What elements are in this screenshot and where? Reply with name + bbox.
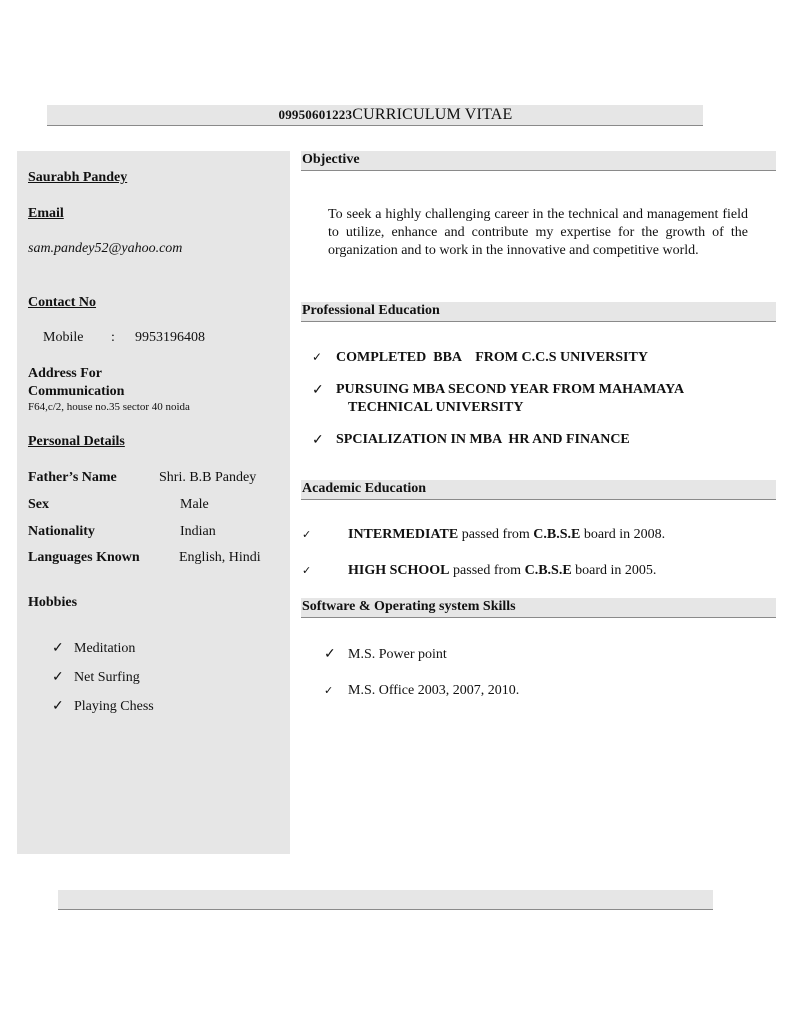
objective-label: Objective: [302, 152, 360, 167]
detail-value-sex: Male: [180, 497, 209, 512]
mobile-label: Mobile: [43, 330, 84, 345]
hobby-item: Meditation: [74, 641, 136, 656]
personal-details-label: Personal Details: [28, 434, 125, 449]
check-icon: ✓: [52, 699, 64, 714]
check-icon: ✓: [312, 383, 324, 398]
detail-value-languages: English, Hindi: [179, 550, 261, 565]
software-skills-header: [301, 598, 776, 618]
software-skills-label: Software & Operating system Skills: [302, 599, 516, 614]
contact-label: Contact No: [28, 295, 97, 310]
address-label-line2: Communication: [28, 384, 125, 399]
academic-level: HIGH SCHOOL: [348, 563, 450, 578]
check-icon: ✓: [52, 641, 64, 656]
candidate-name: Saurabh Pandey: [28, 170, 128, 185]
academic-education-header: [301, 480, 776, 500]
address-label-line1: Address For: [28, 366, 103, 381]
check-icon: ✓: [52, 670, 64, 685]
detail-label-father: Father’s Name: [28, 470, 117, 485]
academic-education-label: Academic Education: [302, 481, 427, 496]
professional-item-continued: TECHNICAL UNIVERSITY: [348, 400, 524, 415]
check-icon: ✓: [324, 647, 336, 662]
academic-tail: board in 2005.: [571, 563, 657, 578]
professional-item: PURSUING MBA SECOND YEAR FROM MAHAMAYA: [336, 382, 685, 397]
check-icon: ✓: [312, 350, 323, 364]
detail-label-languages: Languages Known: [28, 550, 140, 565]
hobby-item: Playing Chess: [74, 699, 154, 714]
detail-value-nationality: Indian: [180, 524, 216, 539]
academic-item-intermediate: [348, 527, 665, 543]
software-item: M.S. Power point: [348, 647, 447, 662]
academic-level: INTERMEDIATE: [348, 527, 459, 542]
detail-label-sex: Sex: [28, 497, 49, 512]
academic-mid: passed from: [449, 563, 525, 578]
header-title: CURRICULUM VITAE: [352, 106, 513, 123]
footer-bar: [58, 890, 713, 910]
software-item: M.S. Office 2003, 2007, 2010.: [348, 683, 520, 698]
check-icon: ✓: [312, 433, 324, 448]
header-phone: 09950601223: [278, 107, 353, 122]
objective-header: [301, 151, 776, 171]
detail-value-father: Shri. B.B Pandey: [159, 470, 257, 485]
professional-education-label: Professional Education: [302, 303, 440, 318]
academic-mid: passed from: [458, 527, 534, 542]
document-title: [0, 106, 791, 124]
academic-board: C.B.S.E: [533, 527, 581, 542]
email-value: sam.pandey52@yahoo.com: [28, 241, 183, 256]
professional-education-header: [301, 302, 776, 322]
objective-text: To seek a highly challenging career in the technical and management field to utilize, enhance and contribute my expertise for the growth of the organization and to work in the innovative and competitive world.: [328, 207, 748, 258]
academic-item-highschool: [348, 563, 656, 579]
professional-item: SPCIALIZATION IN MBA HR AND FINANCE: [336, 432, 630, 447]
address-value: F64,c/2, house no.35 sector 40 noida: [28, 401, 190, 413]
academic-tail: board in 2008.: [580, 527, 666, 542]
mobile-value: 9953196408: [135, 330, 205, 345]
hobby-item: Net Surfing: [74, 670, 140, 685]
check-icon: ✓: [324, 685, 334, 697]
mobile-separator: :: [111, 330, 115, 345]
check-icon: ✓: [302, 529, 312, 541]
detail-label-nationality: Nationality: [28, 524, 95, 539]
email-label: Email: [28, 206, 64, 221]
professional-item: COMPLETED BBA FROM C.C.S UNIVERSITY: [336, 350, 648, 365]
hobbies-label: Hobbies: [28, 595, 78, 610]
academic-board: C.B.S.E: [524, 563, 572, 578]
check-icon: ✓: [302, 565, 312, 577]
